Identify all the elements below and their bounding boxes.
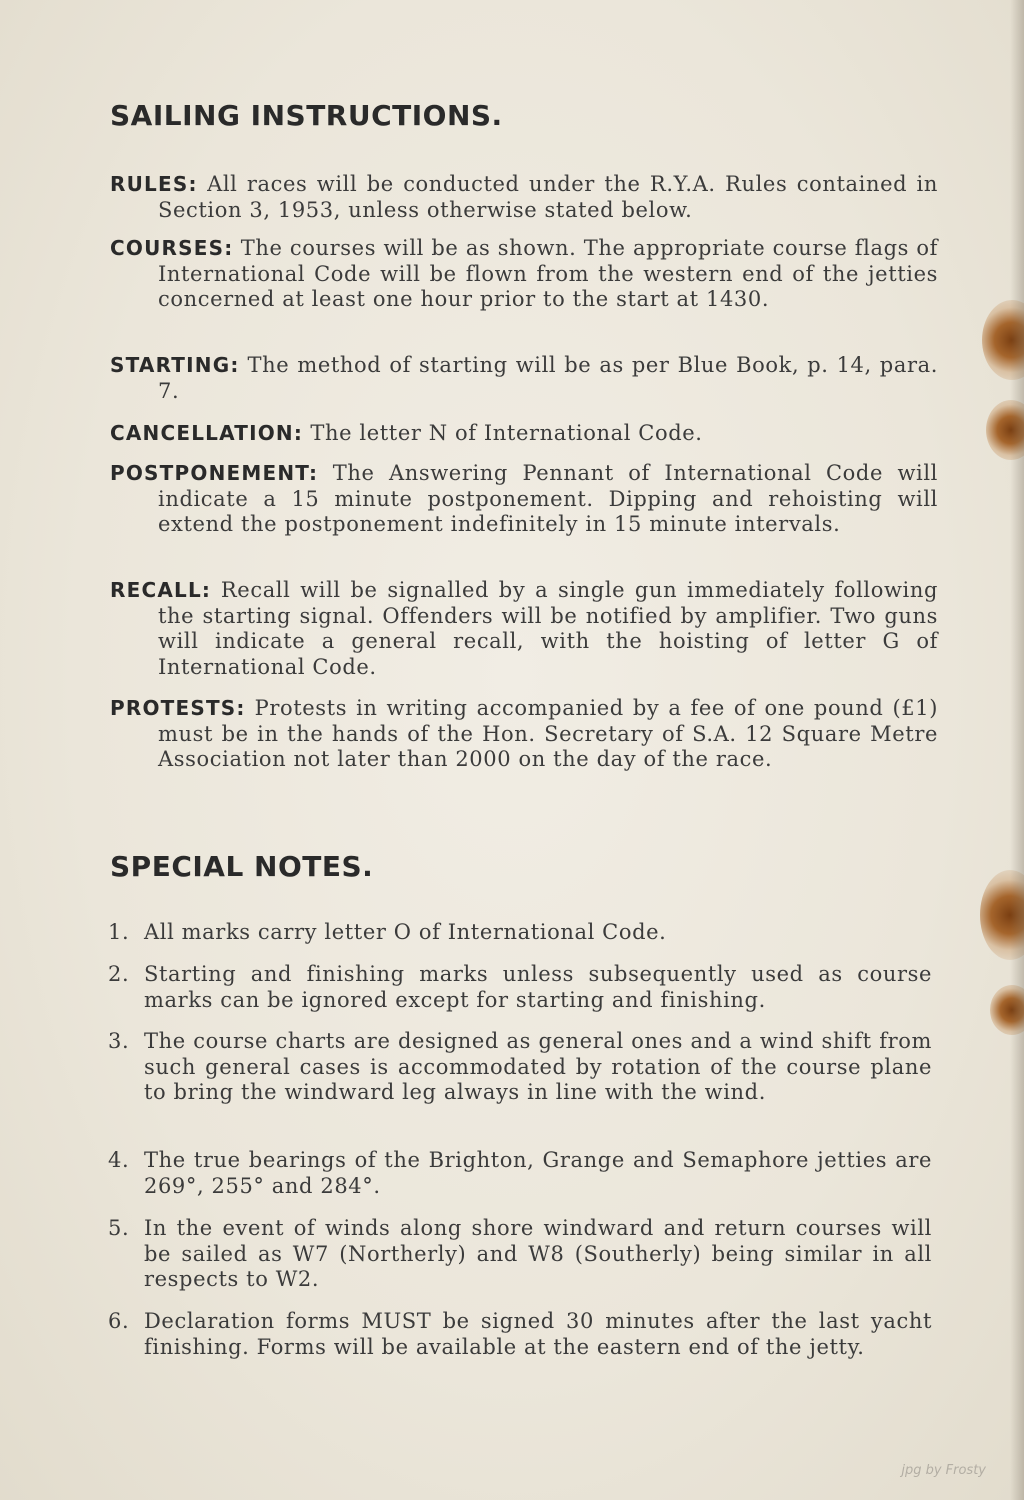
rule-recall: [110, 578, 938, 680]
rule-text: Recall will be signalled by a single gun immediately following the starting signal. Offenders will be notified by amplifier. Two guns will indicate a general recall, with the hoisting of letter G of International Code.: [158, 578, 939, 679]
watermark-credit: jpg by Frosty: [901, 1463, 986, 1478]
rule-text: All races will be conducted under the R.Y.A. Rules contained in Section 3, 1953, unless otherwise stated below.: [158, 172, 938, 222]
note-item: [108, 962, 932, 1013]
rule-text: The courses will be as shown. The appropriate course flags of International Code will be flown from the western end of the jetties concerned at least one hour prior to the start at 1430.: [158, 236, 938, 311]
note-number: 5.: [108, 1216, 130, 1240]
rule-label: RULES:: [110, 172, 198, 196]
note-item: [108, 1148, 932, 1199]
rule-label: CANCELLATION:: [110, 421, 304, 445]
note-text: The course charts are designed as general ones and a wind shift from such general cases is accommodated by rotation of the course plane to bring the windward leg always in line with the wind.: [144, 1029, 932, 1104]
note-number: 3.: [108, 1029, 130, 1053]
note-number: 6.: [108, 1309, 130, 1333]
note-text: The true bearings of the Brighton, Grange and Semaphore jetties are 269°, 255° and 284°.: [144, 1148, 932, 1198]
note-number: 1.: [108, 920, 130, 944]
note-item: [108, 1309, 932, 1360]
rule-label: COURSES:: [110, 236, 234, 260]
note-text: In the event of winds along shore windward and return courses will be sailed as W7 (Northerly) and W8 (Southerly) being similar in all respects to W2.: [144, 1216, 932, 1291]
rule-text: Protests in writing accompanied by a fee of one pound (£1) must be in the hands of the Hon. Secretary of S.A. 12 Square Metre Association not later than 2000 on the day of the race.: [158, 696, 938, 771]
rule-starting: [110, 353, 938, 404]
note-item: [108, 1029, 932, 1106]
rule-cancellation: [110, 421, 938, 447]
note-text: Starting and finishing marks unless subsequently used as course marks can be ignored except for starting and finishing.: [144, 962, 932, 1012]
rule-label: STARTING:: [110, 353, 240, 377]
rule-text: The letter N of International Code.: [310, 421, 703, 445]
rule-text: The Answering Pennant of International Code will indicate a 15 minute postponement. Dipping and rehoisting will extend the postponement indefinitely in 15 minute intervals.: [158, 461, 938, 536]
rule-rules: [110, 172, 938, 223]
rule-text: The method of starting will be as per Blue Book, p. 14, para. 7.: [158, 353, 939, 403]
note-item: [108, 920, 932, 946]
note-text: Declaration forms MUST be signed 30 minutes after the last yacht finishing. Forms will be available at the eastern end of the jetty.: [144, 1309, 932, 1359]
rule-courses: [110, 236, 938, 313]
rule-label: POSTPONEMENT:: [110, 461, 319, 485]
rule-protests: [110, 696, 938, 773]
rule-postponement: [110, 461, 938, 538]
note-item: [108, 1216, 932, 1293]
rule-label: RECALL:: [110, 578, 212, 602]
note-text: All marks carry letter O of International Code.: [144, 920, 667, 944]
note-number: 2.: [108, 962, 130, 986]
rule-label: PROTESTS:: [110, 696, 246, 720]
page-edge-shadow: [1010, 0, 1024, 1500]
sailing-instructions-heading: SAILING INSTRUCTIONS.: [110, 99, 503, 132]
note-number: 4.: [108, 1148, 130, 1172]
special-notes-heading: SPECIAL NOTES.: [110, 850, 374, 883]
